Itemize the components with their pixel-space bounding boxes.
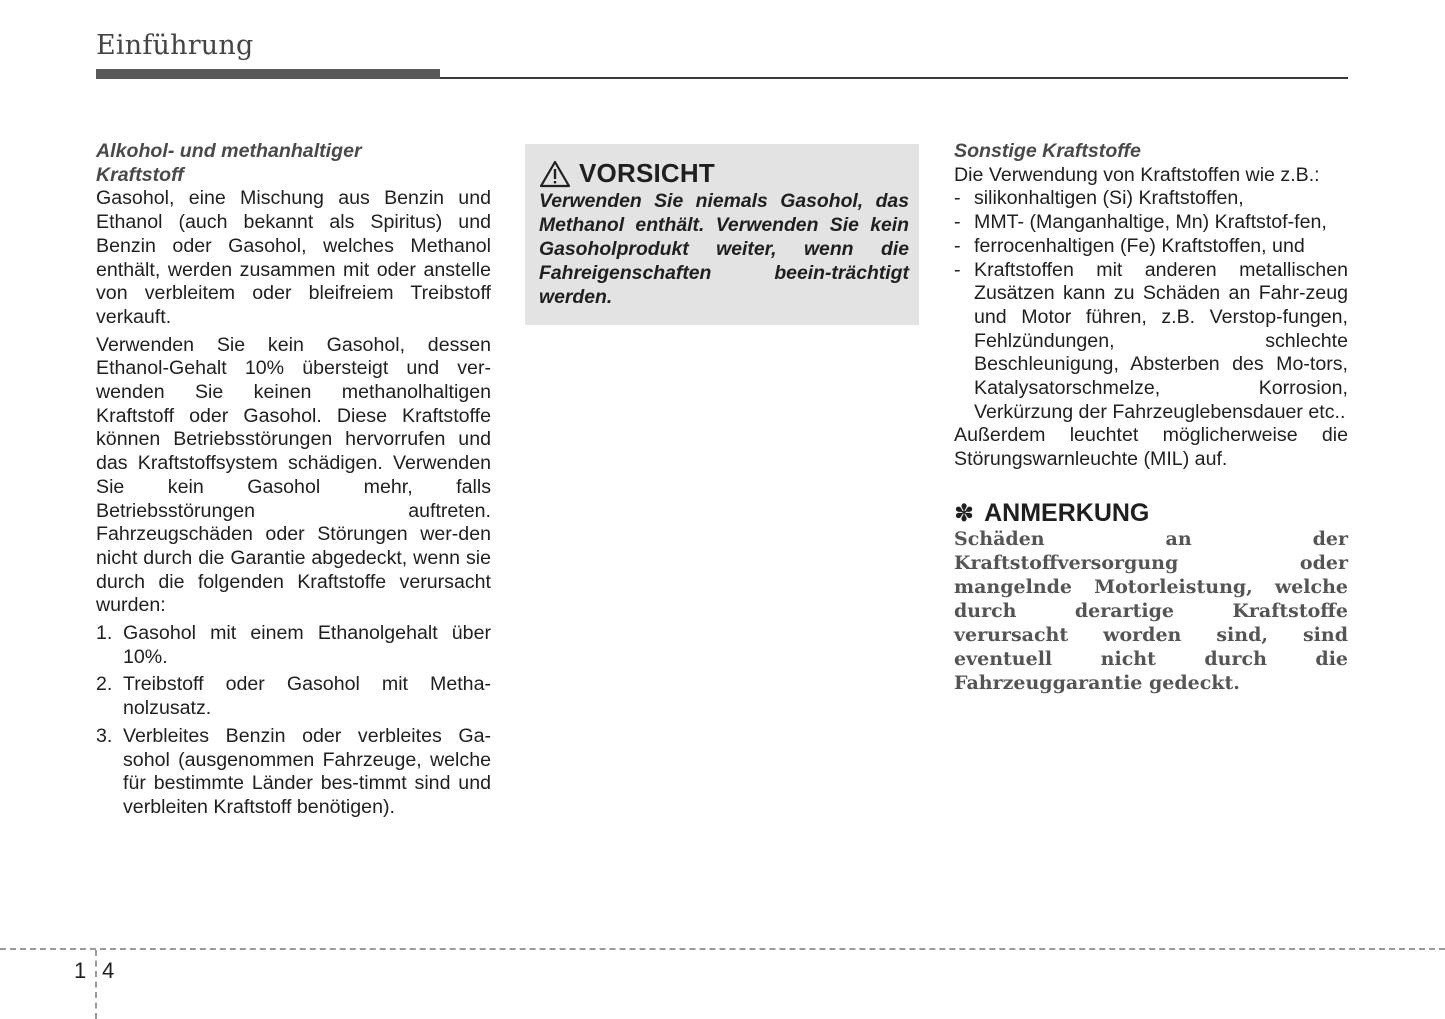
list-bullet: -: [954, 234, 961, 257]
list-item: [954, 211, 1348, 235]
list-item: [954, 235, 1348, 259]
list-item-text: Gasohol mit einem Ethanolgehalt über 10%.: [123, 622, 491, 668]
list-item: [954, 259, 1348, 425]
subheading-other-fuels: Sonstige Kraftstoffe: [954, 140, 1141, 162]
list-item-text: Kraftstoffen mit anderen metallischen Zusätzen kann zu Schäden an Fahr-zeug und Motor führen, z.B. Verstop-fungen, Fehlzündungen, schlechte Beschleunigung, Absterben des Mo-tors, Katalysatorschmelze, Korrosion, Verkürzung der Fahrzeuglebensdauer etc..: [974, 258, 1348, 423]
list-item: [96, 725, 491, 820]
page-number: 4: [102, 958, 115, 983]
list-item-text: Verbleites Benzin oder verbleites Ga-sohol (ausgenommen Fahrzeuge, welche für bestimmte Länder bes-timmt sind und verbleiten Kraftstoff benötigen).: [123, 724, 491, 818]
list-item: [96, 673, 491, 720]
footer-divider: [95, 950, 97, 1019]
header-rule-thick: [96, 69, 440, 79]
subheading-line-2: Kraftstoff: [96, 163, 184, 186]
asterisk-icon: ✽: [954, 499, 975, 527]
paragraph-mil-warning: Außerdem leuchtet möglicherweise die Störungswarnleuchte (MIL) auf.: [954, 424, 1348, 471]
paragraph-fuel-intro: Die Verwendung von Kraftstoffen wie z.B.:: [954, 163, 1320, 186]
list-bullet: -: [954, 258, 961, 281]
right-column: [954, 140, 1348, 695]
paragraph-gasohol-warning: Verwenden Sie kein Gasohol, dessen Ethanol-Gehalt 10% übersteigt und ver-wenden Sie keinen methanolhaltigen Kraftstoff oder Gasohol. Diese Kraftstoffe können Betriebsstörungen hervorrufen und das Kraftstoffsystem schädigen. Verwenden Sie kein Gasohol mehr, falls Betriebsstörungen auftreten. Fahrzeugschäden oder Störungen wer-den nicht durch die Garantie abgedeckt, wenn sie durch die folgenden Kraftstoffe verursacht wurden:: [96, 333, 491, 617]
list-bullet: -: [954, 211, 961, 234]
section-title: Einführung: [96, 30, 254, 61]
list-item-text: ferrocenhaltigen (Fe) Kraftstoffen, und: [974, 234, 1305, 257]
caution-text: Verwenden Sie niemals Gasohol, das Methanol enthält. Verwenden Sie kein Gasoholprodukt weiter, wenn die Fahreigenschaften beein-trächtigt werden.: [539, 190, 909, 308]
caution-title: VORSICHT: [579, 158, 715, 188]
list-item-text: Treibstoff oder Gasohol mit Metha-nolzusatz.: [123, 673, 491, 720]
note-text: Schäden an der Kraftstoffversorgung oder mangelnde Motorleistung, welche durch derartige Kraftstoffe verursacht worden sind, sind eventuell nicht durch die Fahrzeuggarantie gedeckt.: [954, 527, 1348, 694]
subheading-line-1: Alkohol- und methanhaltiger: [96, 140, 362, 162]
note-title: ANMERKUNG: [984, 498, 1150, 527]
list-item-number: 2.: [96, 673, 113, 696]
warning-triangle-icon: [539, 160, 571, 188]
paragraph-gasohol-intro: Gasohol, eine Mischung aus Benzin und Ethanol (auch bekannt als Spiritus) und Benzin oder Gasohol, welches Methanol enthält, werden zusammen mit oder anstelle von verbleitem oder bleifreiem Treibstoff verkauft.: [96, 187, 491, 328]
list-bullet: -: [954, 187, 961, 210]
chapter-number: 1: [74, 958, 87, 983]
list-item-text: silikonhaltigen (Si) Kraftstoffen,: [974, 187, 1244, 210]
list-item: [954, 187, 1348, 211]
damage-fuel-list: [96, 622, 491, 820]
note-heading: [954, 498, 1348, 527]
caution-heading: [539, 158, 715, 189]
caution-box: [525, 144, 919, 325]
additive-fuel-list: [954, 187, 1348, 424]
footer-rule: [0, 948, 1445, 950]
list-item-number: 3.: [96, 724, 113, 747]
header-rule-thin: [440, 77, 1348, 79]
list-item: [96, 622, 491, 669]
list-item-text: MMT- (Manganhaltige, Mn) Kraftstof-fen,: [974, 211, 1327, 234]
list-item-number: 1.: [96, 622, 113, 645]
left-column: [96, 140, 491, 824]
